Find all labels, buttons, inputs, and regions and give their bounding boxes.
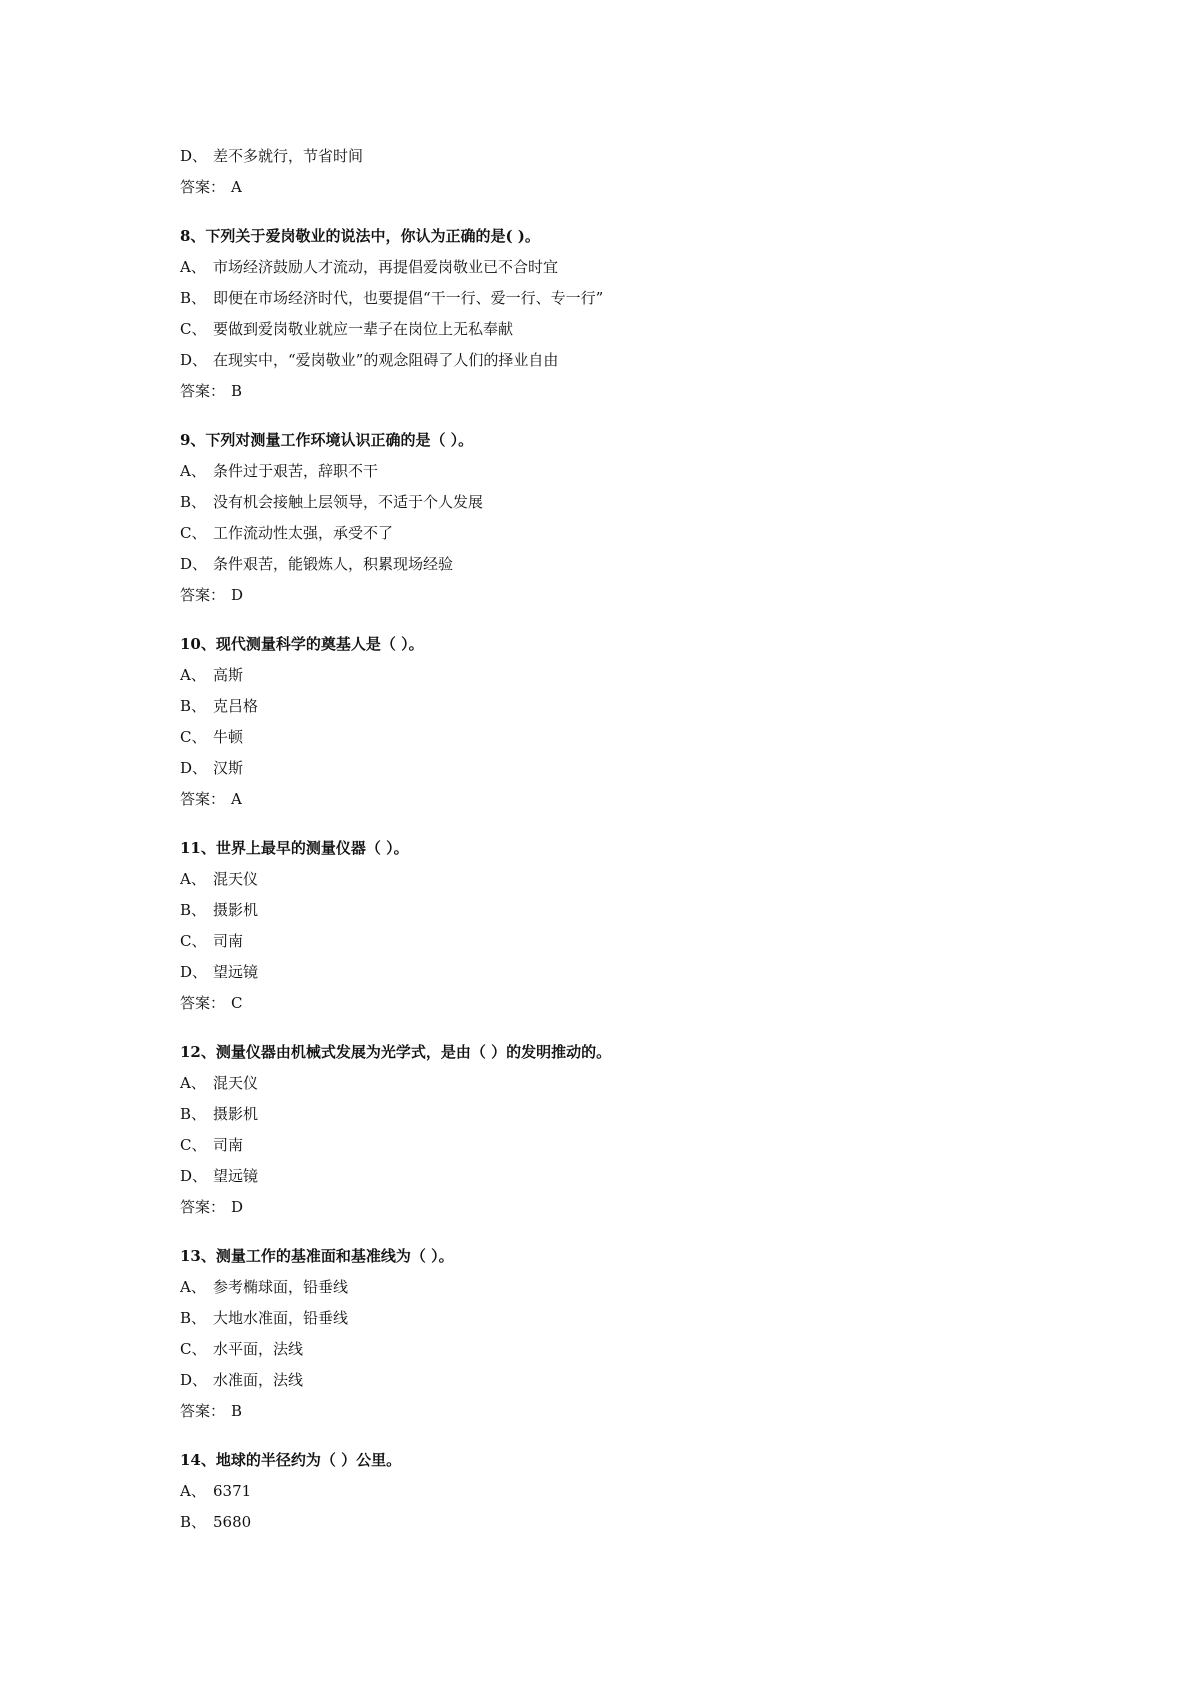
option-row	[180, 753, 1080, 784]
option-text: 6371	[213, 1482, 252, 1500]
option-label: D、	[180, 1167, 208, 1185]
option-text: 司南	[213, 1136, 244, 1154]
option-row	[180, 518, 1080, 549]
option-row	[180, 864, 1080, 895]
option-label: B、	[180, 1105, 207, 1123]
option-row	[180, 283, 1080, 314]
option-text: 5680	[213, 1513, 252, 1531]
answer-row	[180, 1396, 1080, 1427]
option-text: 大地水准面，铅垂线	[213, 1309, 349, 1327]
answer-row	[180, 376, 1080, 407]
option-row	[180, 895, 1080, 926]
option-row	[180, 1334, 1080, 1365]
option-text: 水准面，法线	[213, 1371, 304, 1389]
question-title: 10、现代测量科学的奠基人是（ ）。	[180, 635, 424, 653]
option-row	[180, 691, 1080, 722]
question-block	[180, 833, 1080, 1019]
question-list	[180, 141, 1080, 1538]
answer-value: C	[231, 994, 243, 1012]
answer-label: 答案：	[180, 586, 226, 604]
question-block	[180, 425, 1080, 611]
option-label: D、	[180, 1371, 208, 1389]
answer-label: 答案：	[180, 1198, 226, 1216]
option-text: 克吕格	[213, 697, 259, 715]
answer-row	[180, 172, 1080, 203]
answer-row	[180, 1192, 1080, 1223]
option-row	[180, 1099, 1080, 1130]
option-text: 即便在市场经济时代，也要提倡“干一行、爱一行、专一行”	[213, 289, 604, 307]
option-text: 望远镜	[213, 1167, 259, 1185]
option-text: 在现实中，“爱岗敬业”的观念阻碍了人们的择业自由	[213, 351, 559, 369]
option-row	[180, 314, 1080, 345]
answer-row	[180, 580, 1080, 611]
option-label: B、	[180, 901, 207, 919]
option-text: 参考椭球面，铅垂线	[213, 1278, 349, 1296]
option-row	[180, 252, 1080, 283]
option-text: 混天仪	[213, 870, 259, 888]
option-row	[180, 957, 1080, 988]
option-row	[180, 1303, 1080, 1334]
option-label: C、	[180, 320, 207, 338]
option-text: 条件过于艰苦，辞职不干	[213, 462, 379, 480]
option-text: 差不多就行，节省时间	[213, 147, 364, 165]
question-title: 8、下列关于爱岗敬业的说法中，你认为正确的是( )。	[180, 227, 540, 245]
option-label: C、	[180, 524, 207, 542]
option-label: A、	[180, 462, 206, 480]
option-text: 司南	[213, 932, 244, 950]
option-label: A、	[180, 258, 206, 276]
option-row	[180, 926, 1080, 957]
option-label: D、	[180, 963, 208, 981]
option-label: A、	[180, 1278, 206, 1296]
option-label: C、	[180, 932, 207, 950]
option-row	[180, 1068, 1080, 1099]
option-row	[180, 1272, 1080, 1303]
option-label: D、	[180, 147, 208, 165]
option-label: D、	[180, 351, 208, 369]
option-row	[180, 549, 1080, 580]
option-label: A、	[180, 1482, 206, 1500]
answer-value: A	[231, 178, 242, 196]
option-row	[180, 1130, 1080, 1161]
option-label: D、	[180, 759, 208, 777]
answer-value: B	[231, 1402, 243, 1420]
option-label: B、	[180, 289, 207, 307]
option-label: C、	[180, 1136, 207, 1154]
option-text: 高斯	[213, 666, 244, 684]
option-label: A、	[180, 870, 206, 888]
option-row	[180, 1161, 1080, 1192]
answer-row	[180, 988, 1080, 1019]
answer-row	[180, 784, 1080, 815]
option-label: C、	[180, 1340, 207, 1358]
option-label: B、	[180, 697, 207, 715]
answer-label: 答案：	[180, 790, 226, 808]
option-text: 摄影机	[213, 901, 259, 919]
option-text: 条件艰苦，能锻炼人，积累现场经验	[213, 555, 454, 573]
answer-label: 答案：	[180, 994, 226, 1012]
question-block	[180, 1241, 1080, 1427]
option-row	[180, 660, 1080, 691]
answer-value: A	[231, 790, 242, 808]
option-row	[180, 722, 1080, 753]
option-row	[180, 141, 1080, 172]
question-title: 9、下列对测量工作环境认识正确的是（ ）。	[180, 431, 474, 449]
question-block	[180, 1445, 1080, 1538]
option-row	[180, 487, 1080, 518]
answer-value: D	[231, 586, 244, 604]
option-row	[180, 345, 1080, 376]
option-text: 混天仪	[213, 1074, 259, 1092]
option-text: 工作流动性太强，承受不了	[213, 524, 394, 542]
option-row	[180, 456, 1080, 487]
question-block	[180, 629, 1080, 815]
option-label: B、	[180, 1309, 207, 1327]
option-label: A、	[180, 1074, 206, 1092]
answer-value: D	[231, 1198, 244, 1216]
option-row	[180, 1476, 1080, 1507]
question-block	[180, 221, 1080, 407]
option-text: 汉斯	[213, 759, 244, 777]
question-block	[180, 1037, 1080, 1223]
question-title: 12、测量仪器由机械式发展为光学式，是由（ ）的发明推动的。	[180, 1043, 612, 1061]
question-title: 14、地球的半径约为（ ）公里。	[180, 1451, 402, 1469]
option-label: D、	[180, 555, 208, 573]
option-label: A、	[180, 666, 206, 684]
question-title: 11、世界上最早的测量仪器（ ）。	[180, 839, 409, 857]
option-text: 望远镜	[213, 963, 259, 981]
option-text: 摄影机	[213, 1105, 259, 1123]
option-text: 牛顿	[213, 728, 244, 746]
option-text: 没有机会接触上层领导，不适于个人发展	[213, 493, 484, 511]
option-text: 要做到爱岗敬业就应一辈子在岗位上无私奉献	[213, 320, 514, 338]
option-text: 市场经济鼓励人才流动，再提倡爱岗敬业已不合时宜	[213, 258, 559, 276]
option-text: 水平面，法线	[213, 1340, 304, 1358]
option-row	[180, 1365, 1080, 1396]
answer-label: 答案：	[180, 178, 226, 196]
answer-label: 答案：	[180, 382, 226, 400]
option-label: B、	[180, 493, 207, 511]
answer-label: 答案：	[180, 1402, 226, 1420]
question-title: 13、测量工作的基准面和基准线为（ ）。	[180, 1247, 454, 1265]
question-block	[180, 141, 1080, 203]
option-label: B、	[180, 1513, 207, 1531]
option-label: C、	[180, 728, 207, 746]
answer-value: B	[231, 382, 243, 400]
option-row	[180, 1507, 1080, 1538]
